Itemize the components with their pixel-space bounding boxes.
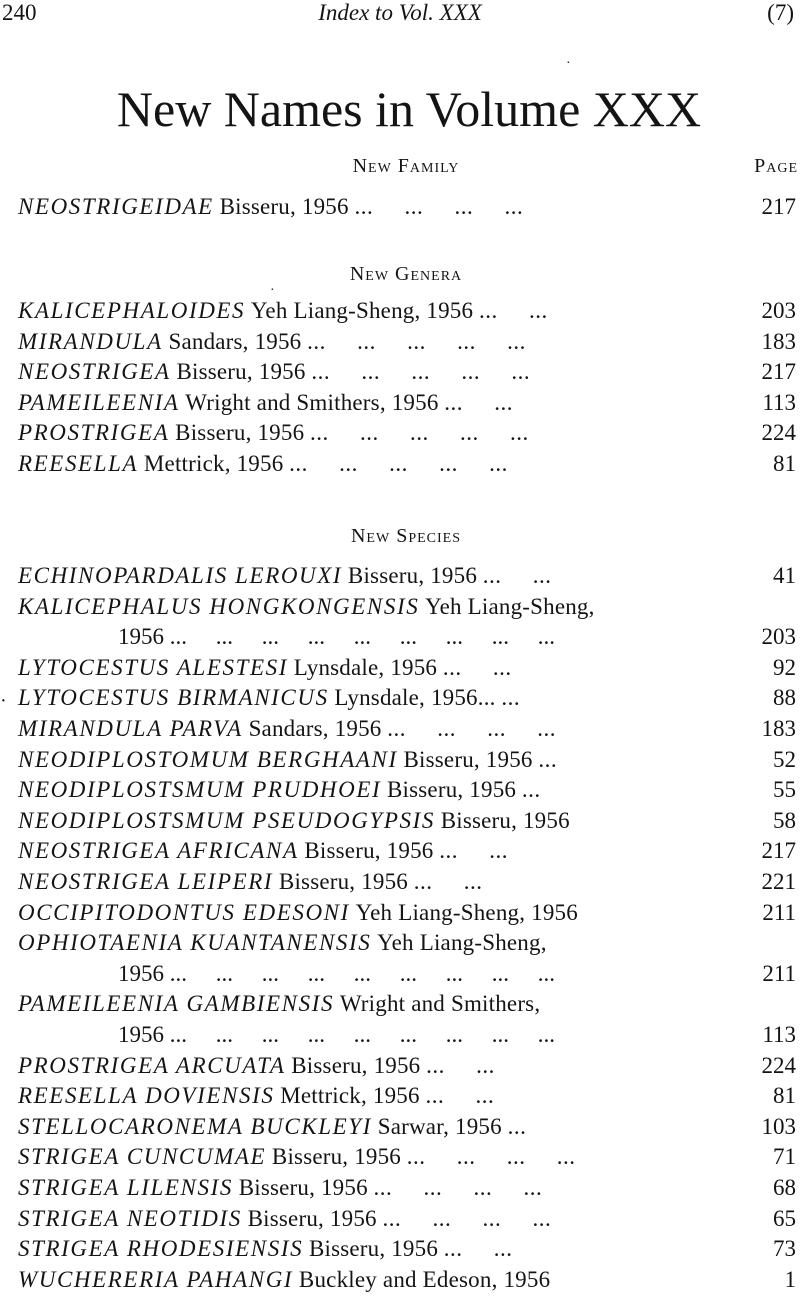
taxon-name: NEODIPLOSTSMUM PRUDHOEI (18, 777, 382, 803)
taxon-name: MIRANDULA (18, 328, 163, 354)
index-entry (18, 928, 796, 958)
taxon-name: STRIGEA RHODESIENSIS (18, 1236, 304, 1262)
taxon-name: NEODIPLOSTOMUM BERGHAANI (18, 746, 398, 772)
authority: Buckley and Edeson, 1956 (298, 1266, 551, 1292)
index-entry (18, 1051, 796, 1081)
dot-leader: ... ... ... ... ... ... ... ... ... (169, 1022, 555, 1047)
page-ref: 73 (773, 1236, 796, 1262)
authority: Bisseru, 1956 (291, 1052, 421, 1078)
dot-leader: ... ... ... ... ... ... ... ... ... (169, 624, 555, 650)
running-title: Index to Vol. XXX (318, 0, 482, 25)
page-ref: 203 (761, 624, 796, 650)
index-entry (18, 775, 796, 805)
index-entry (18, 592, 796, 622)
authority: Lynsdale, 1956 (293, 654, 438, 680)
dot-leader: ... ... ... ... ... (307, 328, 526, 354)
dot-leader: ... ... (413, 869, 483, 894)
taxon-name: NEODIPLOSTSMUM PSEUDOGYPSIS (18, 807, 435, 833)
dot-leader: ... ... (439, 838, 508, 864)
print-speck: · (0, 690, 7, 712)
authority: Mettrick, 1956 (143, 451, 284, 476)
taxon-name: STRIGEA NEOTIDIS (18, 1205, 242, 1231)
authority: Yeh Liang-Sheng, (425, 593, 595, 619)
index-entry (18, 327, 796, 357)
dot-leader: ... ... ... ... ... (310, 420, 529, 446)
dot-leader: ... ... ... ... ... ... ... ... ... (169, 960, 555, 986)
taxon-name: KALICEPHALOIDES (18, 298, 246, 323)
index-entry (18, 388, 796, 418)
taxon-name: PAMEILEENIA (18, 389, 180, 415)
taxon-name: MIRANDULA PARVA (18, 716, 243, 741)
taxon-name: STRIGEA LILENSIS (18, 1175, 233, 1200)
page-ref: 183 (761, 328, 796, 354)
page-column-header: Page (754, 155, 798, 177)
page-ref: 221 (761, 869, 796, 894)
dot-leader: ... ... (426, 1052, 495, 1078)
authority-year: 1956 (118, 960, 164, 986)
index-entry (18, 836, 796, 866)
taxon-name: PROSTRIGEA (18, 420, 170, 446)
index-entry (18, 745, 796, 775)
dot-leader: ... ... (482, 563, 552, 588)
index-entry (18, 806, 796, 836)
print-speck: · (270, 283, 275, 298)
taxon-name: LYTOCESTUS BIRMANICUS (18, 685, 329, 711)
authority: Bisseru, 1956 (219, 194, 349, 219)
index-entry (18, 296, 796, 326)
index-entry (18, 1142, 796, 1172)
page-ref: 81 (773, 451, 796, 476)
taxon-name: KALICEPHALUS HONGKONGENSIS (18, 593, 420, 619)
authority: Wright and Smithers, (339, 991, 541, 1017)
authority: Bisseru, 1956 (271, 1144, 402, 1170)
index-entry (18, 418, 796, 448)
authority: Bisseru, 1956 (247, 1205, 377, 1231)
page-ref: 211 (762, 960, 796, 986)
dot-leader: ... ... ... ... ... (289, 451, 508, 476)
page-ref: 217 (761, 194, 796, 219)
taxon-name: LYTOCESTUS ALESTESI (18, 654, 289, 680)
authority: Bisseru, 1956 (440, 807, 570, 833)
running-label: (7) (767, 0, 794, 25)
index-entry (18, 867, 796, 897)
index-entry (18, 683, 796, 713)
page-ref: 58 (773, 807, 796, 833)
dot-leader: ... ... ... ... (382, 1205, 552, 1231)
index-entry (18, 898, 796, 928)
taxon-name: PAMEILEENIA GAMBIENSIS (18, 991, 335, 1017)
index-entry-continuation (118, 1020, 796, 1050)
page-ref: 217 (761, 838, 796, 864)
dot-leader: ... ... ... ... (373, 1175, 543, 1200)
index-entry (18, 192, 796, 222)
page-ref: 65 (773, 1205, 796, 1231)
dot-leader: ... ... ... ... (354, 194, 524, 219)
authority: Bisseru, 1956 (176, 359, 306, 385)
index-entry-continuation (118, 959, 796, 989)
page-ref: 41 (773, 563, 796, 588)
dot-leader: ... (507, 1113, 527, 1139)
section-heading-new-genera: New Genera (349, 263, 463, 285)
page-ref: 224 (761, 420, 796, 446)
taxon-name: REESELLA (18, 451, 139, 476)
taxon-name: OCCIPITODONTUS EDESONI (18, 899, 350, 925)
page-ref: 113 (762, 389, 796, 415)
dot-leader: ... (521, 777, 541, 803)
dot-leader: ... (501, 685, 521, 711)
taxon-name: REESELLA DOVIENSIS (18, 1083, 275, 1109)
index-entry (18, 1112, 796, 1142)
section-heading-new-family: New Family (352, 155, 460, 177)
index-entry (18, 561, 796, 591)
taxon-name: NEOSTRIGEA LEIPERI (18, 869, 274, 894)
page-ref: 81 (773, 1083, 796, 1109)
taxon-name: OPHIOTAENIA KUANTANENSIS (18, 930, 372, 956)
taxon-name: NEOSTRIGEIDAE (18, 194, 214, 219)
authority: Bisseru, 1956 (308, 1236, 439, 1262)
authority: Bisseru, 1956 (238, 1175, 368, 1200)
taxon-name: STELLOCARONEMA BUCKLEYI (18, 1113, 372, 1139)
dot-leader: ... ... ... ... (406, 1144, 576, 1170)
dot-leader: ... (538, 746, 558, 772)
dot-leader: ... ... (478, 298, 548, 323)
authority: Sandars, 1956 (168, 328, 302, 354)
page-ref: 183 (761, 716, 796, 741)
page-ref: 113 (762, 1022, 796, 1047)
index-entry (18, 714, 796, 744)
authority: Sarwar, 1956 (377, 1113, 502, 1139)
index-entry (18, 1173, 796, 1203)
page-title: New Names in Volume XXX (116, 81, 702, 137)
dot-leader: ... ... ... ... ... (311, 359, 531, 385)
authority: Bisseru, 1956 (175, 420, 305, 446)
page-ref: 224 (761, 1052, 796, 1078)
page-ref: 52 (773, 746, 796, 772)
dot-leader: ... ... ... ... (387, 716, 556, 741)
page-ref: 217 (761, 359, 796, 385)
page-ref: 71 (773, 1144, 796, 1170)
authority: Sandars, 1956 (248, 716, 382, 741)
taxon-name: PROSTRIGEA ARCUATA (18, 1052, 286, 1078)
index-entry (18, 1234, 796, 1264)
page-ref: 68 (773, 1175, 796, 1200)
taxon-name: STRIGEA CUNCUMAE (18, 1144, 267, 1170)
index-entry (18, 1081, 796, 1111)
dot-leader: ... ... (444, 389, 514, 415)
authority-year: 1956 (118, 1022, 164, 1047)
page-ref: 55 (773, 777, 796, 803)
page-ref: 103 (761, 1113, 796, 1139)
taxon-name: ECHINOPARDALIS LEROUXI (18, 563, 343, 588)
authority-year: 1956 (118, 624, 164, 650)
index-entry (18, 357, 796, 387)
page-ref: 203 (761, 298, 796, 323)
taxon-name: NEOSTRIGEA (18, 359, 171, 385)
authority: Bisseru, 1956 (347, 563, 478, 588)
taxon-name: WUCHERERIA PAHANGI (18, 1266, 294, 1292)
page-ref: 1 (784, 1266, 796, 1292)
page-number: 240 (2, 0, 37, 25)
index-entry-continuation (118, 622, 796, 652)
page-ref: 92 (773, 654, 796, 680)
index-entry (18, 449, 796, 479)
authority: Wright and Smithers, 1956 (185, 389, 439, 415)
authority: Bisseru, 1956 (403, 746, 533, 772)
authority: Yeh Liang-Sheng, 1956 (355, 899, 578, 925)
page-ref: 211 (762, 899, 796, 925)
dot-leader: ... ... (442, 654, 512, 680)
authority: Bisseru, 1956 (387, 777, 517, 803)
index-entry (18, 1204, 796, 1234)
taxon-name: NEOSTRIGEA AFRICANA (18, 838, 299, 864)
print-speck: · (566, 56, 571, 71)
running-head (0, 0, 800, 30)
authority: Yeh Liang-Sheng, (377, 930, 547, 956)
authority: Bisseru, 1956 (278, 869, 409, 894)
index-entry (18, 1265, 796, 1295)
section-heading-new-species: New Species (350, 525, 461, 547)
page-ref: 88 (773, 685, 796, 711)
index-entry (18, 653, 796, 683)
authority: Yeh Liang-Sheng, 1956 (250, 298, 474, 323)
authority: Mettrick, 1956 (280, 1083, 420, 1109)
index-entry (18, 989, 796, 1019)
authority: Bisseru, 1956 (304, 838, 434, 864)
dot-leader: ... ... (425, 1083, 495, 1109)
authority: Lynsdale, 1956... (334, 685, 496, 711)
dot-leader: ... ... (443, 1236, 513, 1262)
